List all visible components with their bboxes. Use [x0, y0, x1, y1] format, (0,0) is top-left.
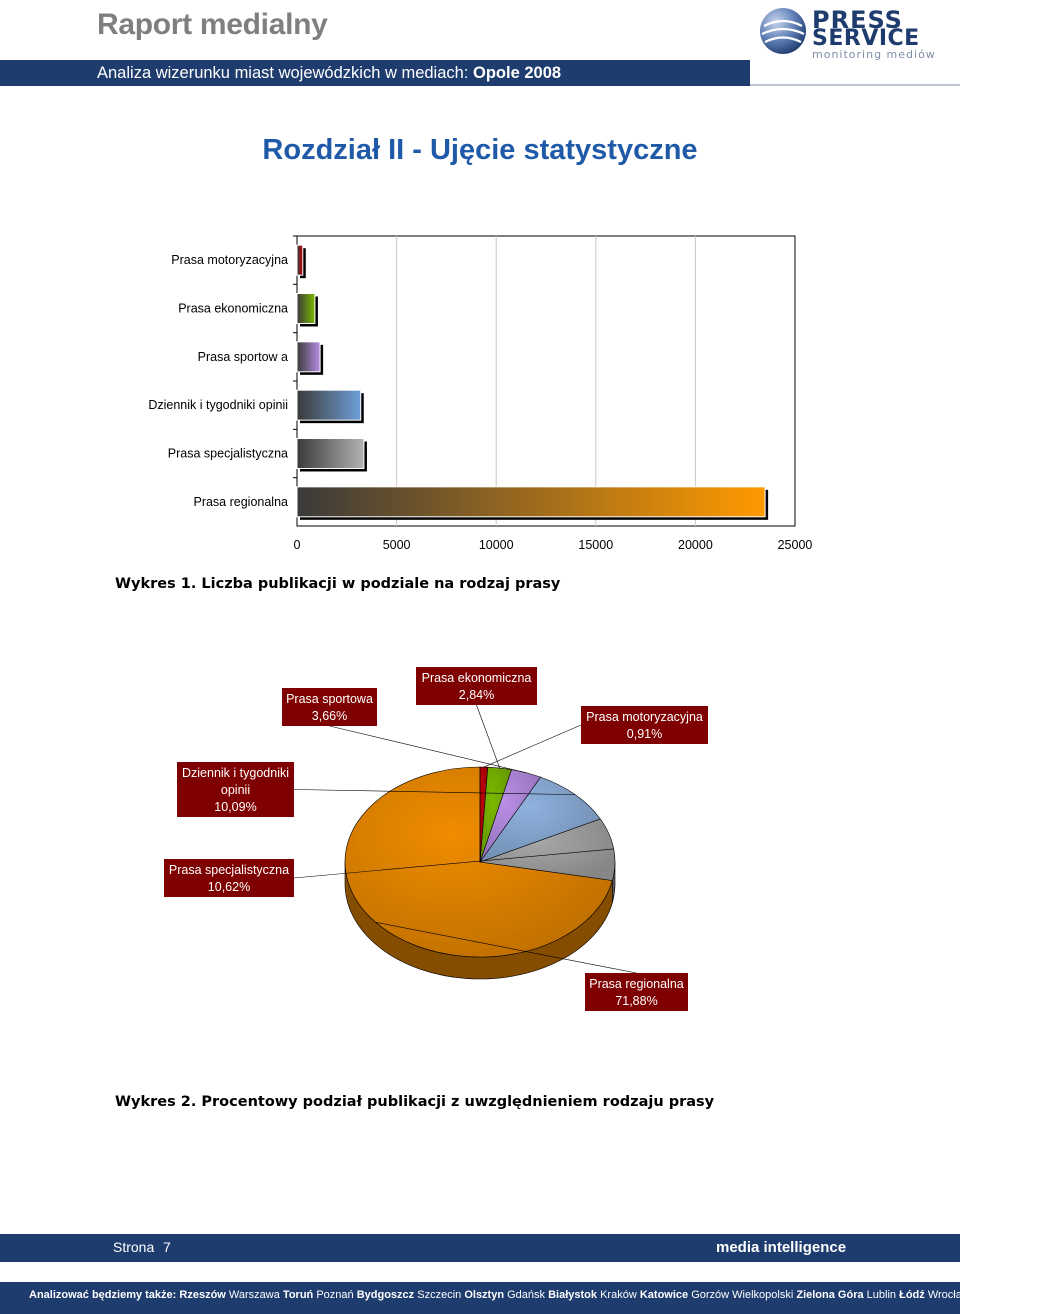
press-service-logo	[756, 4, 946, 60]
pie-percent-label: 71,88%	[615, 994, 658, 1008]
city-name: Poznań	[316, 1289, 354, 1301]
pie-percent-label: 10,62%	[207, 880, 251, 894]
city-name: Zielona Góra	[796, 1289, 864, 1301]
pie-leader-line	[330, 726, 527, 773]
subtitle-prefix: Analiza wizerunku miast wojewódzkich w mediach:	[97, 64, 473, 82]
city-name: Gorzów Wielkopolski	[691, 1289, 794, 1301]
bar	[297, 342, 320, 372]
cities-band	[0, 1282, 1037, 1314]
pie-leader-line	[477, 705, 500, 768]
bar	[297, 439, 364, 469]
category-label: Prasa ekonomiczna	[178, 301, 288, 316]
x-tick-label: 15000	[578, 538, 614, 552]
pie-percent-label: 10,09%	[214, 800, 257, 814]
category-label: Dziennik i tygodniki opinii	[148, 398, 288, 413]
city-name: Białystok	[548, 1289, 598, 1301]
city-name: Rzeszów	[179, 1289, 226, 1301]
bar	[297, 390, 361, 420]
pie-percent-label: 3,66%	[311, 709, 348, 723]
x-tick-label: 0	[293, 538, 301, 552]
report-title: Raport medialny	[97, 8, 328, 41]
pie-leader-line	[484, 725, 581, 767]
pie-slice-label: opinii	[220, 783, 251, 797]
city-name: Łódź	[899, 1289, 925, 1301]
footer-band	[0, 1234, 960, 1262]
city-name: Kielce	[1007, 1289, 1037, 1301]
footer-tagline: media intelligence	[716, 1239, 847, 1256]
pie-slice-label: Prasa specjalistyczna	[168, 863, 290, 877]
logo-service-text: SERVICE	[812, 26, 920, 51]
pie-slice-label: Prasa motoryzacyjna	[586, 710, 703, 724]
chart2-caption: Wykres 2. Procentowy podział publikacji z uwzględnieniem rodzaju prasy	[115, 1094, 715, 1110]
header-rule	[750, 84, 960, 86]
bar	[297, 487, 765, 517]
category-label: Prasa sportow a	[197, 349, 288, 364]
category-label: Prasa motoryzacyjna	[171, 253, 288, 268]
city-name: Opole	[972, 1289, 1005, 1301]
report-subtitle	[97, 60, 561, 86]
bar	[297, 245, 303, 275]
header-band	[0, 60, 750, 86]
city-name: Katowice	[639, 1289, 689, 1301]
x-tick-label: 20000	[678, 538, 713, 552]
subtitle-city: Opole 2008	[473, 64, 562, 82]
pie-chart	[150, 655, 870, 1025]
bar-chart	[130, 228, 830, 558]
chapter-title: Rozdział II - Ujęcie statystyczne	[262, 134, 698, 166]
x-tick-label: 25000	[777, 538, 813, 552]
globe-logo-icon	[758, 6, 808, 56]
pie-slice-label: Dziennik i tygodniki	[182, 766, 289, 780]
pie-slice-label: Prasa regionalna	[589, 977, 684, 991]
page-label: Strona	[113, 1239, 155, 1255]
pie-percent-label: 2,84%	[458, 688, 495, 702]
city-name: Olsztyn	[464, 1289, 505, 1301]
pie-percent-label: 0,91%	[626, 727, 663, 741]
x-tick-label: 10000	[478, 538, 514, 552]
pie-slice-label: Prasa sportowa	[286, 692, 373, 706]
category-label: Prasa regionalna	[193, 494, 288, 509]
cities-intro: Analizować będziemy także:	[29, 1289, 177, 1301]
city-name: Bydgoszcz	[356, 1289, 415, 1301]
city-name: Wrocław	[927, 1289, 970, 1301]
city-name: Lublin	[866, 1289, 897, 1301]
city-name: Warszawa	[228, 1289, 280, 1301]
city-name: Kraków	[600, 1289, 637, 1301]
cities-list	[29, 1282, 1037, 1308]
city-name: Szczecin	[417, 1289, 462, 1301]
bar-plot-area	[297, 236, 795, 526]
category-label: Prasa specjalistyczna	[167, 446, 288, 461]
page-number: 7	[163, 1239, 171, 1255]
logo-tagline: monitoring mediów	[812, 48, 936, 61]
pie-slice-label: Prasa ekonomiczna	[421, 671, 532, 685]
city-name: Gdańsk	[507, 1289, 546, 1301]
city-name: Toruń	[282, 1289, 314, 1301]
chart1-caption: Wykres 1. Liczba publikacji w podziale na rodzaj prasy	[115, 576, 561, 592]
bar	[297, 294, 315, 324]
x-tick-label: 5000	[382, 538, 411, 552]
logo-press-text: PRESS	[812, 6, 903, 34]
